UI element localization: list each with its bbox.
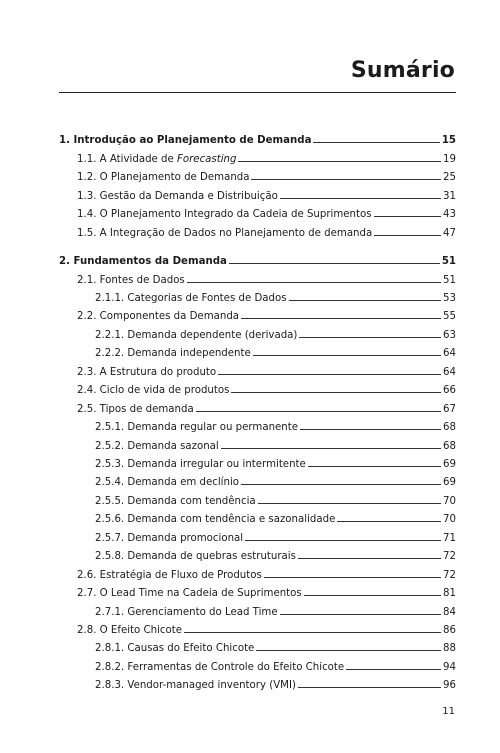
toc-leader-line bbox=[258, 503, 441, 504]
toc-entry-label: 2.5.3. Demanda irregular ou intermitente bbox=[95, 458, 306, 470]
toc-leader-line bbox=[300, 429, 441, 430]
toc-entry-label: 2.5.5. Demanda com tendência bbox=[95, 495, 256, 507]
toc-leader-line bbox=[299, 337, 441, 338]
toc-leader-line bbox=[187, 282, 441, 283]
toc-entry-label: 2.7.1. Gerenciamento do Lead Time bbox=[95, 606, 278, 618]
toc-entry-page: 88 bbox=[443, 643, 456, 655]
toc-leader-line bbox=[221, 448, 441, 449]
toc-entry bbox=[95, 323, 456, 341]
toc-entry-page: 67 bbox=[443, 403, 456, 415]
toc-leader-line bbox=[280, 614, 441, 615]
toc-entry-label: 2.3. A Estrutura do produto bbox=[77, 366, 217, 378]
toc-leader-line bbox=[218, 374, 441, 375]
toc-entry-page: 25 bbox=[443, 172, 456, 184]
toc-leader-line bbox=[184, 632, 441, 633]
toc-entry bbox=[77, 220, 456, 238]
toc-leader-line bbox=[231, 392, 441, 393]
toc-entry bbox=[95, 525, 456, 543]
toc-leader-line bbox=[298, 558, 441, 559]
toc-entry-page: 84 bbox=[443, 606, 456, 618]
toc-entry bbox=[77, 562, 456, 580]
toc-entry-label: 1.5. A Integração de Dados no Planejamento de demanda bbox=[77, 227, 373, 239]
toc-entry-page: 64 bbox=[443, 366, 456, 378]
toc-entry-page: 64 bbox=[443, 348, 456, 360]
toc-entry-page: 51 bbox=[441, 256, 456, 268]
toc-entry-label: 2.6. Estratégia de Fluxo de Produtos bbox=[77, 569, 262, 581]
page-number: 11 bbox=[442, 706, 455, 717]
toc-entry-label: 2.8. O Efeito Chicote bbox=[77, 625, 183, 637]
toc-leader-line bbox=[280, 198, 441, 199]
toc-leader-line bbox=[251, 179, 441, 180]
toc-leader-line bbox=[229, 263, 440, 264]
toc-entry-label: 1. Introdução ao Planejamento de Demanda bbox=[59, 135, 312, 147]
toc-entry-label: 2.8.1. Causas do Efeito Chicote bbox=[95, 643, 255, 655]
toc-entry-label: 2.4. Ciclo de vida de produtos bbox=[77, 385, 230, 397]
toc-entry bbox=[95, 452, 456, 470]
toc-entry bbox=[95, 507, 456, 525]
toc-entry-page: 63 bbox=[443, 329, 456, 341]
toc-entry-label: 2.1. Fontes de Dados bbox=[77, 274, 185, 286]
toc-entry bbox=[95, 636, 456, 654]
toc-entry bbox=[95, 286, 456, 304]
toc-entry-page: 19 bbox=[443, 153, 456, 165]
toc-entry-label: 2.5.4. Demanda em declínio bbox=[95, 477, 240, 489]
toc-entry bbox=[95, 415, 456, 433]
toc-entry bbox=[95, 433, 456, 451]
toc-entry-page: 43 bbox=[443, 209, 456, 221]
toc-entry bbox=[59, 249, 456, 267]
toc-entry bbox=[77, 304, 456, 322]
toc-entry-label: 1.2. O Planejamento de Demanda bbox=[77, 172, 250, 184]
toc-entry bbox=[95, 655, 456, 673]
toc-leader-line bbox=[196, 411, 441, 412]
toc-entry-page: 68 bbox=[443, 440, 456, 452]
toc-leader-line bbox=[346, 669, 441, 670]
toc-entry bbox=[95, 489, 456, 507]
toc-leader-line bbox=[313, 142, 439, 143]
toc-entry-page: 51 bbox=[443, 274, 456, 286]
toc-entry-page: 86 bbox=[443, 625, 456, 637]
toc-entry-page: 94 bbox=[443, 661, 456, 673]
toc-entry-label: 1.3. Gestão da Demanda e Distribuição bbox=[77, 190, 278, 202]
toc-leader-line bbox=[289, 300, 441, 301]
toc-leader-line bbox=[374, 216, 441, 217]
toc-leader-line bbox=[241, 484, 441, 485]
toc-entry-page: 15 bbox=[441, 135, 456, 147]
toc-entry-page: 53 bbox=[443, 292, 456, 304]
toc-entry-page: 96 bbox=[443, 680, 456, 692]
toc-leader-line bbox=[241, 318, 441, 319]
toc-entry-label: 2.7. O Lead Time na Cadeia de Suprimentos bbox=[77, 588, 302, 600]
toc-leader-line bbox=[337, 521, 441, 522]
toc-entry-label: 2.8.3. Vendor-managed inventory (VMI) bbox=[95, 680, 296, 692]
toc-entry bbox=[77, 146, 456, 164]
toc-leader-line bbox=[298, 687, 441, 688]
toc-leader-line bbox=[256, 650, 441, 651]
toc-entry bbox=[95, 470, 456, 488]
toc-leader-line bbox=[304, 595, 441, 596]
toc-leader-line bbox=[238, 161, 441, 162]
toc-entry-label: 2.5.8. Demanda de quebras estruturais bbox=[95, 551, 296, 563]
toc-leader-line bbox=[245, 540, 441, 541]
toc-entry-page: 72 bbox=[443, 551, 456, 563]
toc-entry-page: 72 bbox=[443, 569, 456, 581]
toc-entry-page: 68 bbox=[443, 422, 456, 434]
toc-entry-page: 31 bbox=[443, 190, 456, 202]
toc-entry-page: 69 bbox=[443, 458, 456, 470]
toc-entry-page: 70 bbox=[443, 514, 456, 526]
toc-leader-line bbox=[374, 235, 441, 236]
toc-entry bbox=[77, 581, 456, 599]
toc-entry bbox=[77, 183, 456, 201]
toc-entry bbox=[77, 618, 456, 636]
toc-entry-label: 2.5.2. Demanda sazonal bbox=[95, 440, 219, 452]
page-title: Sumário bbox=[350, 58, 455, 83]
toc-entry-label: 2.5.6. Demanda com tendência e sazonalidade bbox=[95, 514, 336, 526]
toc-entry-label: 2.8.2. Ferramentas de Controle do Efeito Chicote bbox=[95, 661, 345, 673]
toc-entry-label: 2.2.2. Demanda independente bbox=[95, 348, 251, 360]
toc-entry-label: 2.2. Componentes da Demanda bbox=[77, 311, 240, 323]
toc-leader-line bbox=[308, 466, 441, 467]
toc-entry-label: 2.5.7. Demanda promocional bbox=[95, 532, 244, 544]
toc-leader-line bbox=[253, 355, 441, 356]
toc-entry bbox=[77, 378, 456, 396]
toc-entry-page: 81 bbox=[443, 588, 456, 600]
toc-entry-page: 70 bbox=[443, 495, 456, 507]
toc-entry-page: 69 bbox=[443, 477, 456, 489]
toc-entry-label: 2.2.1. Demanda dependente (derivada) bbox=[95, 329, 298, 341]
title-rule bbox=[59, 92, 456, 93]
toc-entry-label: 1.4. O Planejamento Integrado da Cadeia de Suprimentos bbox=[77, 209, 372, 221]
toc-entry-label: 2.1.1. Categorias de Fontes de Dados bbox=[95, 292, 287, 304]
toc-entry bbox=[95, 544, 456, 562]
toc-entry-page: 71 bbox=[443, 532, 456, 544]
toc-entry bbox=[95, 341, 456, 359]
toc-leader-line bbox=[264, 577, 441, 578]
toc-entry-page: 66 bbox=[443, 385, 456, 397]
toc-entry bbox=[77, 396, 456, 414]
toc-entry bbox=[95, 673, 456, 691]
toc-entry-label: 2.5.1. Demanda regular ou permanente bbox=[95, 422, 299, 434]
toc-entry bbox=[77, 202, 456, 220]
toc-entry-label: 1.1. A Atividade de Forecasting bbox=[77, 153, 237, 165]
toc-entry bbox=[59, 128, 456, 146]
toc-entry-label: 2. Fundamentos da Demanda bbox=[59, 256, 227, 268]
toc-entry-label: 2.5. Tipos de demanda bbox=[77, 403, 194, 415]
toc-entry bbox=[77, 165, 456, 183]
toc-entry-page: 47 bbox=[443, 227, 456, 239]
toc-entry bbox=[95, 599, 456, 617]
toc-entry bbox=[77, 359, 456, 377]
toc-entry bbox=[77, 267, 456, 285]
toc-entry-page: 55 bbox=[443, 311, 456, 323]
